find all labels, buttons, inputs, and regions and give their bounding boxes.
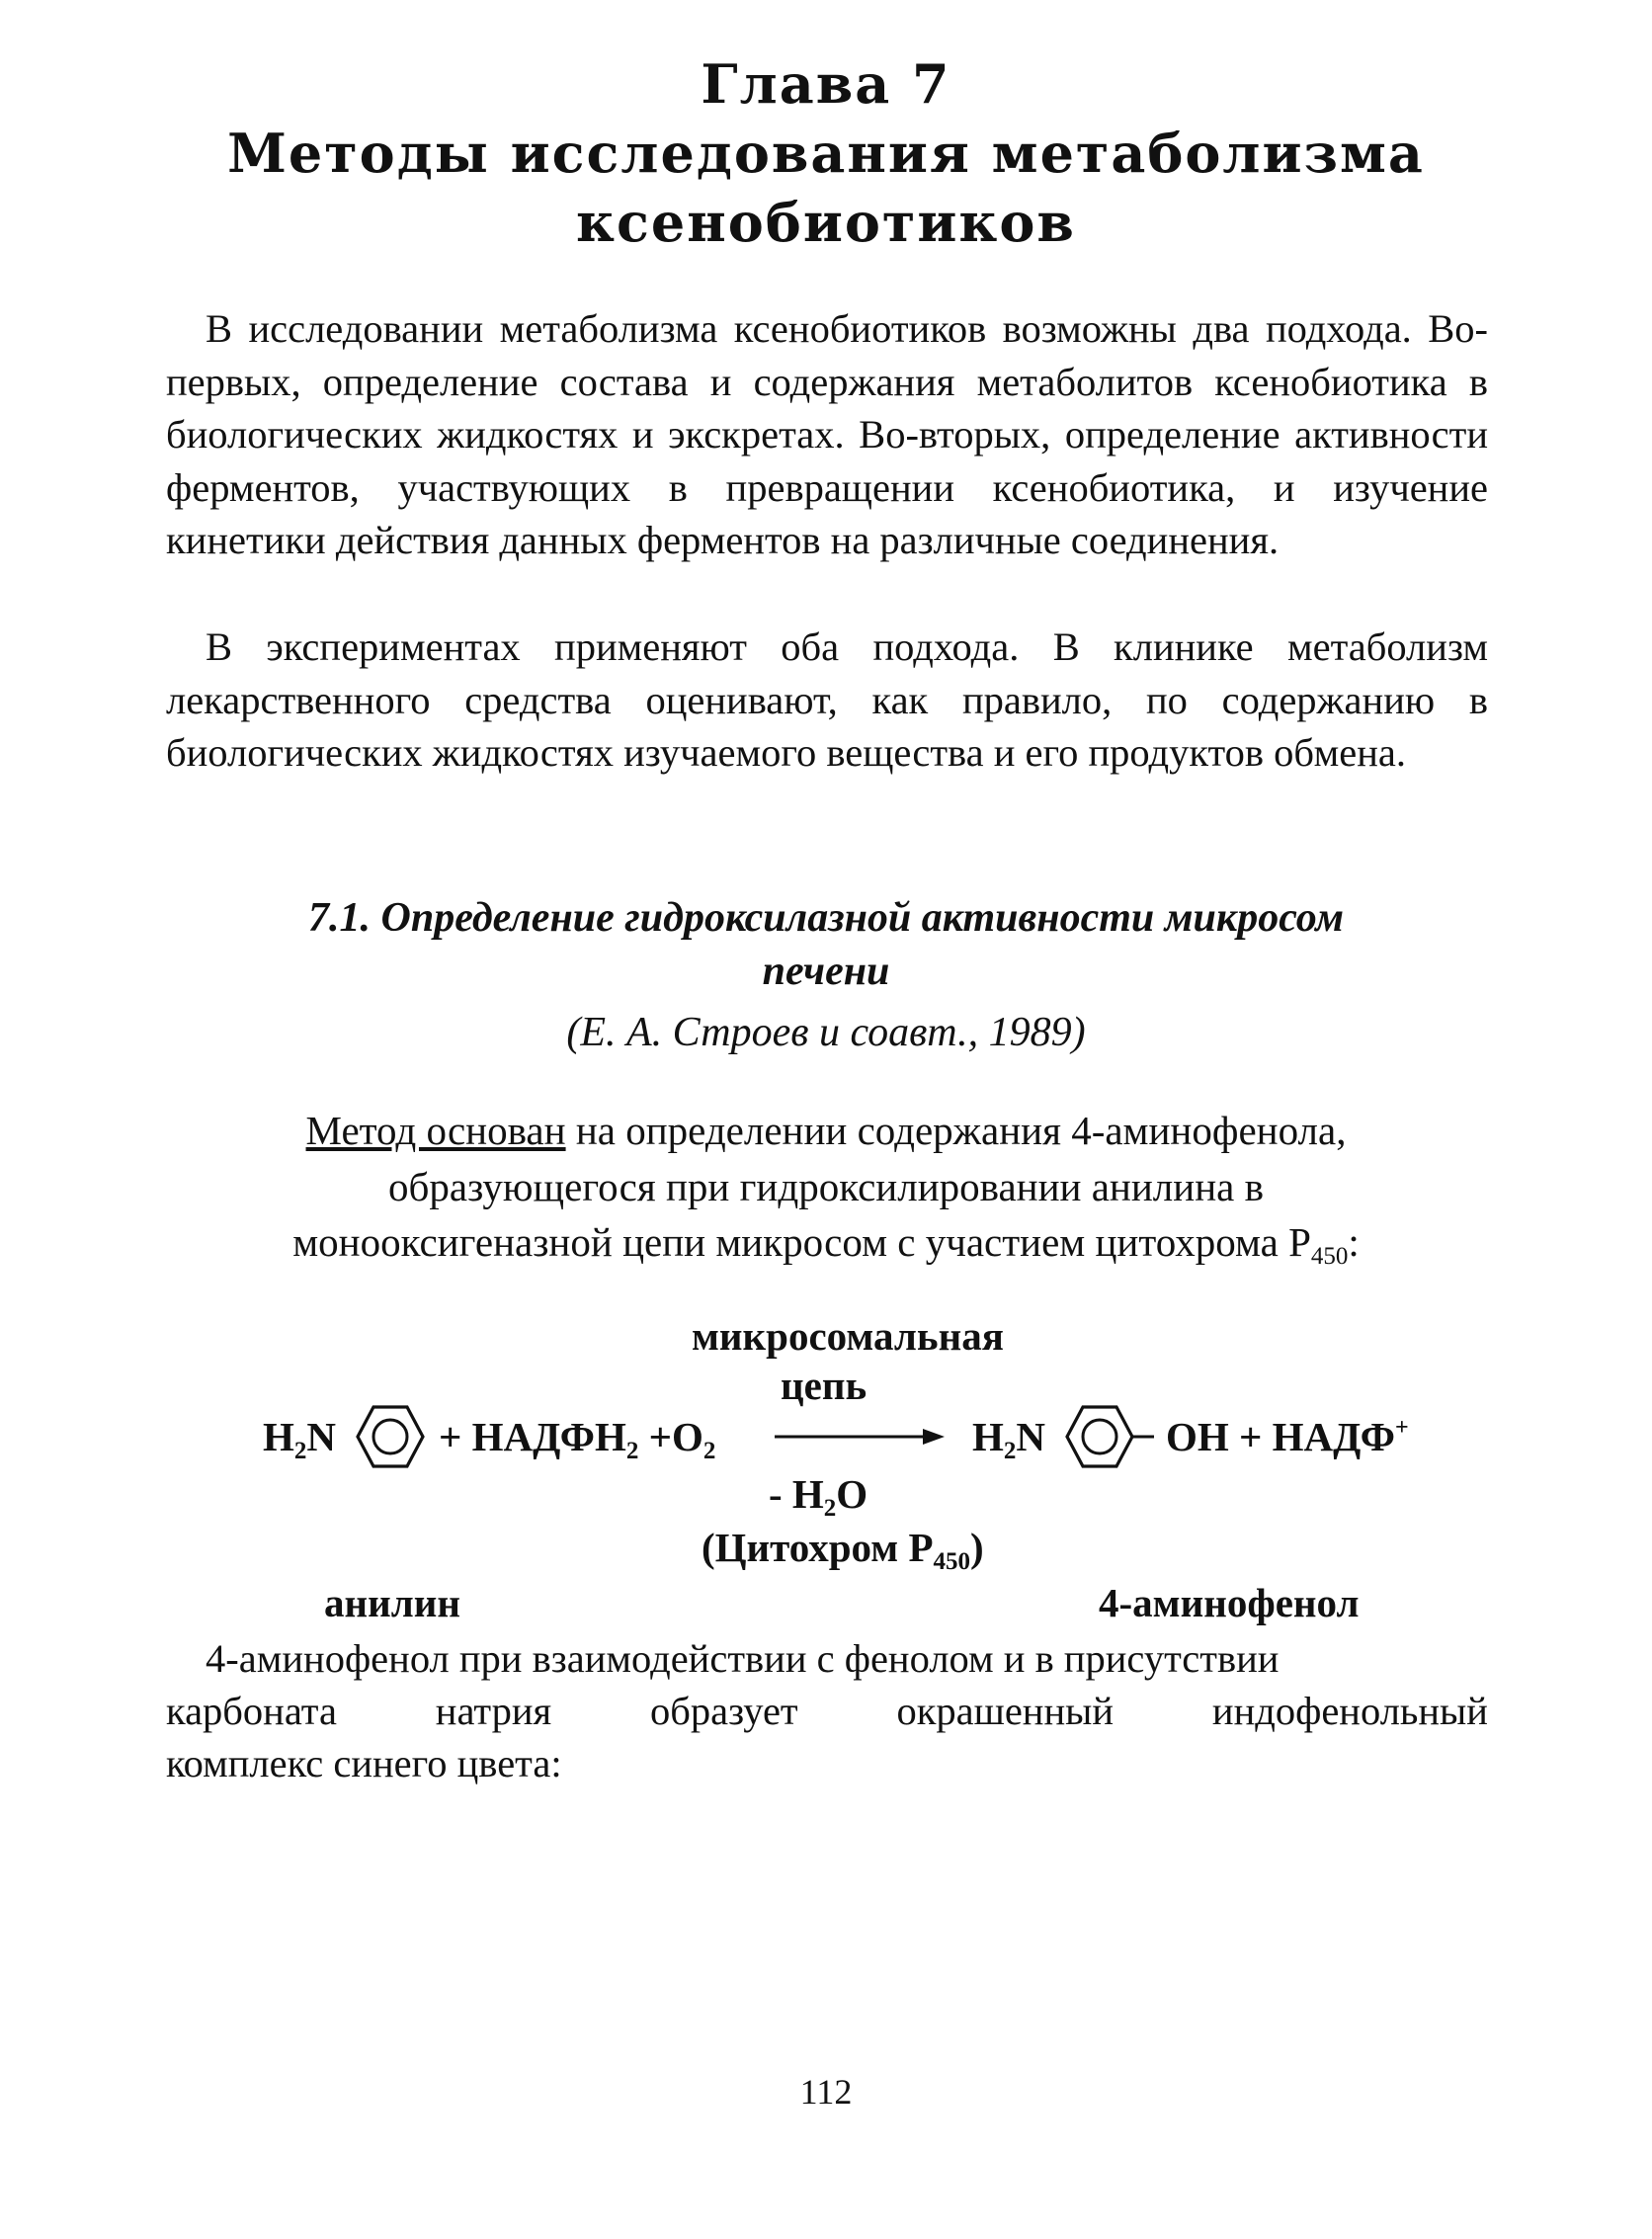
method-line-3-main: монооксигеназной цепи микросом с участием цитохрома P <box>292 1219 1311 1265</box>
reactant-cofactors <box>439 1414 716 1464</box>
after-word-4: окрашенный <box>896 1689 1115 1733</box>
product-amine-h: H <box>972 1414 1004 1459</box>
product-amine-n: N <box>1016 1414 1046 1459</box>
product-aminophenol-amine <box>972 1414 1046 1464</box>
after-word-5: индофенольный <box>1211 1689 1488 1733</box>
method-line-2: образующегося при гидроксилировании анилина в <box>388 1164 1264 1209</box>
reactant-aniline-amine <box>263 1414 337 1464</box>
section-reference: (Е. А. Строев и соавт., 1989) <box>566 1010 1086 1055</box>
intro-paragraph-1-text: В исследовании метаболизма ксенобиотиков возможны два подхода. Во-первых, определение состава и содержания метаболитов ксенобиотика в биологических жидкостях и экскретах. Во-вторых, определение активности ферментов, участвующих в превращении ксенобиотика, и изучение кинетики действия данных ферментов на различные соединения. <box>166 306 1488 563</box>
section-title-line-1: 7.1. Определение гидроксилазной активности микросом <box>308 895 1344 941</box>
nadp-sup: + <box>1395 1415 1409 1441</box>
after-word-3: образует <box>650 1689 798 1733</box>
nadph-label: + НАДФН <box>439 1414 626 1459</box>
after-paragraph <box>166 1632 1488 1789</box>
page-number: 112 <box>799 2072 853 2112</box>
after-line-1: 4-аминофенол при взаимодействии с фенолом и в присутствии <box>206 1636 1280 1681</box>
label-aniline: анилин <box>324 1580 460 1625</box>
o2-label: +O <box>638 1414 703 1459</box>
water-o: O <box>836 1471 868 1517</box>
amine-n: N <box>306 1414 337 1459</box>
amine-h: H <box>263 1414 294 1459</box>
reaction-arrow-icon <box>773 1425 947 1449</box>
intro-paragraph-2 <box>166 621 1488 780</box>
chapter-number: Глава 7 <box>701 52 951 116</box>
reaction-condition-line-1: микросомальная <box>692 1313 1004 1359</box>
product-oh-nadp <box>1166 1414 1409 1459</box>
method-line-1 <box>0 1103 1652 1159</box>
label-aminophenol: 4-аминофенол <box>1099 1580 1360 1625</box>
oh-nadp-label: OH + НАДФ <box>1166 1414 1396 1459</box>
section-title-line-2: печени <box>762 949 890 994</box>
chapter-title-line-1: Методы исследования метаболизма <box>227 122 1425 185</box>
intro-paragraph-2-text: В экспериментах применяют оба подхода. В клинике метаболизм лекарственного средства оценивают, как правило, по содержанию в биологических жидкостях изучаемого вещества и его продуктов обмена. <box>166 624 1488 776</box>
benzene-ring-aniline-icon <box>356 1401 425 1472</box>
cytochrome-close: ) <box>970 1525 984 1570</box>
method-line-3 <box>0 1214 1652 1271</box>
method-line-3-end: : <box>1348 1219 1360 1265</box>
method-line-1-rest: на определении содержания 4-аминофенола, <box>565 1108 1347 1153</box>
method-line-3-sub: 450 <box>1310 1243 1349 1270</box>
cytochrome-label: (Цитохром P <box>702 1525 934 1570</box>
water-sub: 2 <box>823 1495 837 1522</box>
chapter-title-line-2: ксенобиотиков <box>576 191 1076 254</box>
method-label: Метод основан <box>305 1108 566 1153</box>
intro-paragraph-1 <box>166 302 1488 567</box>
o2-sub: 2 <box>702 1438 716 1464</box>
amine-h-sub: 2 <box>293 1438 307 1464</box>
after-word-2: натрия <box>435 1689 552 1733</box>
reaction-condition-water <box>769 1471 868 1522</box>
water-minus-h: - H <box>769 1471 824 1517</box>
reaction-condition-line-2: цепь <box>781 1363 867 1408</box>
product-amine-h-sub: 2 <box>1003 1438 1017 1464</box>
after-word-1: карбоната <box>166 1689 337 1733</box>
benzene-ring-aminophenol-icon <box>1065 1401 1160 1472</box>
after-line-3: комплекс синего цвета: <box>166 1741 562 1785</box>
after-line-2 <box>166 1685 1488 1737</box>
nadph-sub: 2 <box>625 1438 639 1464</box>
cytochrome-sub: 450 <box>933 1548 970 1575</box>
reaction-condition-cytochrome <box>702 1525 984 1575</box>
